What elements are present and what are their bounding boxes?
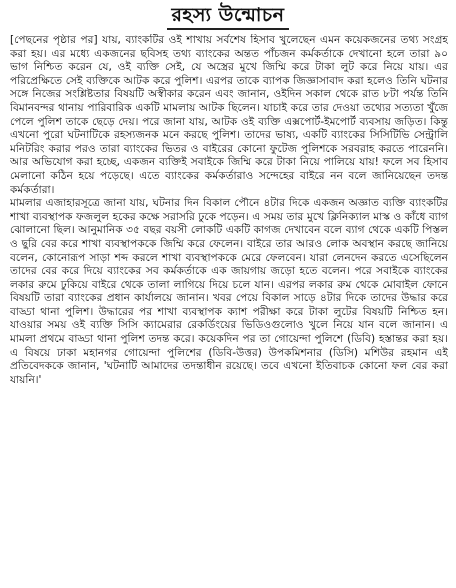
article-paragraph-2: মামলার এজাহারসূত্রে জানা যায়, ঘটনার দিন বিকাল পৌনে ৪টার দিকে একজন অজ্ঞাত ব্যক্তি ব্যাংকটির শাখা ব্যবস্থাপক ফজলুল হকের কক্ষে সরাসরি ঢুকে পড়েন। এ সময় তার মুখে ক্লিনিক্যাল মাস্ক ও কাঁধে ব্যাগ ঝোলানো ছিল। আনুমানিক ৩৫ বছর বয়সী লোকটি একটি কাগজ দেখাবেন বলে ব্যাগ থেকে একটি পিস্তল ও ছুরি বের করে শাখা ব্যবস্থাপককে জিম্মি করে ফেলেন। বাইরে তার আরও লোক অবস্থান করছে জানিয়ে বলেন, কোনোরূপ সাড়া শব্দ করলে শাখা ব্যবস্থাপককে মেরে ফেলবেন। যারা লেনদেন করতে এসেছিলেন তাদের বের করে দিয়ে ব্যাংকের সব কর্মকর্তাকে এক জায়গায় জড়ো হতে বলেন। পরে সবাইকে ব্যাংকের লকার রুমে ঢুকিয়ে বাইরে থেকে তালা লাগিয়ে দিয়ে চলে যান। এরপর লকার রুম থেকে মোবাইল ফোনে বিষয়টি তারা ব্যাংকের প্রধান কার্যালয়ে জানান। খবর পেয়ে বিকাল সাড়ে ৪টার দিকে তাদের উদ্ধার করে বাড্ডা থানা পুলিশ। উদ্ধারের পর শাখা ব্যবস্থাপক ক্যাশ পরীক্ষা করে টাকা লুটের বিষয়টি নিশ্চিত হন। যাওয়ার সময় ওই ব্যক্তি সিসি ক্যামেরার রেকর্ডিংয়ের ভিডিওগুলোও খুলে নিয়ে যান বলে জানান। এ মামলা প্রথমে বাড্ডা থানা পুলিশ তদন্ত করে। কয়েকদিন পর তা গোয়েন্দা পুলিশে (ডিবি) হস্তান্তর করা হয়। এ বিষয়ে ঢাকা মহানগর গোয়েন্দা পুলিশের (ডিবি-উত্তর) উপকমিশনার (ডিসি) মশিউর রহমান এই প্রতিবেদককে জানান, 'ঘটনাটি আমাদের তদন্তাধীন রয়েছে। তবে এখনো ইতিবাচক কোনো ফল বের করা যায়নি।' [10, 197, 448, 386]
article-paragraph-1: [পেছনের পৃষ্ঠার পর] যায়, ব্যাংকটির ওই শাখায় সর্বশেষ হিসাব খুলেছেন এমন কয়েকজনের তথ্য সংগ্রহ করা হয়। এর মধ্যে একজনের ছবিসহ তথ্য ব্যাংকের অন্তত পাঁচজন কর্মকর্তাকে দেখানো হলে তারা ৯০ ভাগ নিশ্চিত করেন যে, ওই ব্যক্তি সেই, যে অস্ত্রের মুখে জিম্মি করে টাকা লুট করে নিয়ে যায়। এর পরিপ্রেক্ষিতে সেই ব্যক্তিকে আটক করে পুলিশ। এরপর তাকে ব্যাপক জিজ্ঞাসাবাদ করা হলেও তিনি ঘটনার সঙ্গে নিজের সংশ্লিষ্টতার বিষয়টি অস্বীকার করেন এবং জানান, ওইদিন সকাল থেকে রাত ৮টা পর্যন্ত তিনি বিমানবন্দর থানায় পারিবারিক একটি মামলায় আটক ছিলেন। যাচাই করে তার দেওয়া তথ্যের সত্যতা খুঁজে পেলে পুলিশ তাকে ছেড়ে দেয়। পরে জানা যায়, আটক ওই ব্যক্তি এক্সপোর্ট-ইমপোর্ট ব্যবসায় জড়িত। কিন্তু এখনো পুরো ঘটনাটিকে রহস্যজনক মনে করছে পুলিশ। তাদের ভাষ্য, একটি ব্যাংকের সিসিটিভি সেন্ট্রালি মনিটরিং করার পরও তারা ব্যাংকের ভিতর ও বাইরের কোনো ফুটেজ পুলিশকে সরবরাহ করতে পারেননি। আর অভিযোগ করা হচ্ছে, একজন ব্যক্তিই সবাইকে জিম্মি করে টাকা নিয়ে পালিয়ে যায়! ফলে সব হিসাব মেলানো কঠিন হয়ে পড়েছে। এতে ব্যাংকের কর্মকর্তারাও সন্দেহের বাইরে নন বলে জানিয়েছেন তদন্ত কর্মকর্তারা। [10, 34, 448, 196]
article-body [10, 34, 448, 586]
headline-container [0, 2, 456, 32]
article-headline: রহস্য উন্মোচন [167, 2, 288, 30]
